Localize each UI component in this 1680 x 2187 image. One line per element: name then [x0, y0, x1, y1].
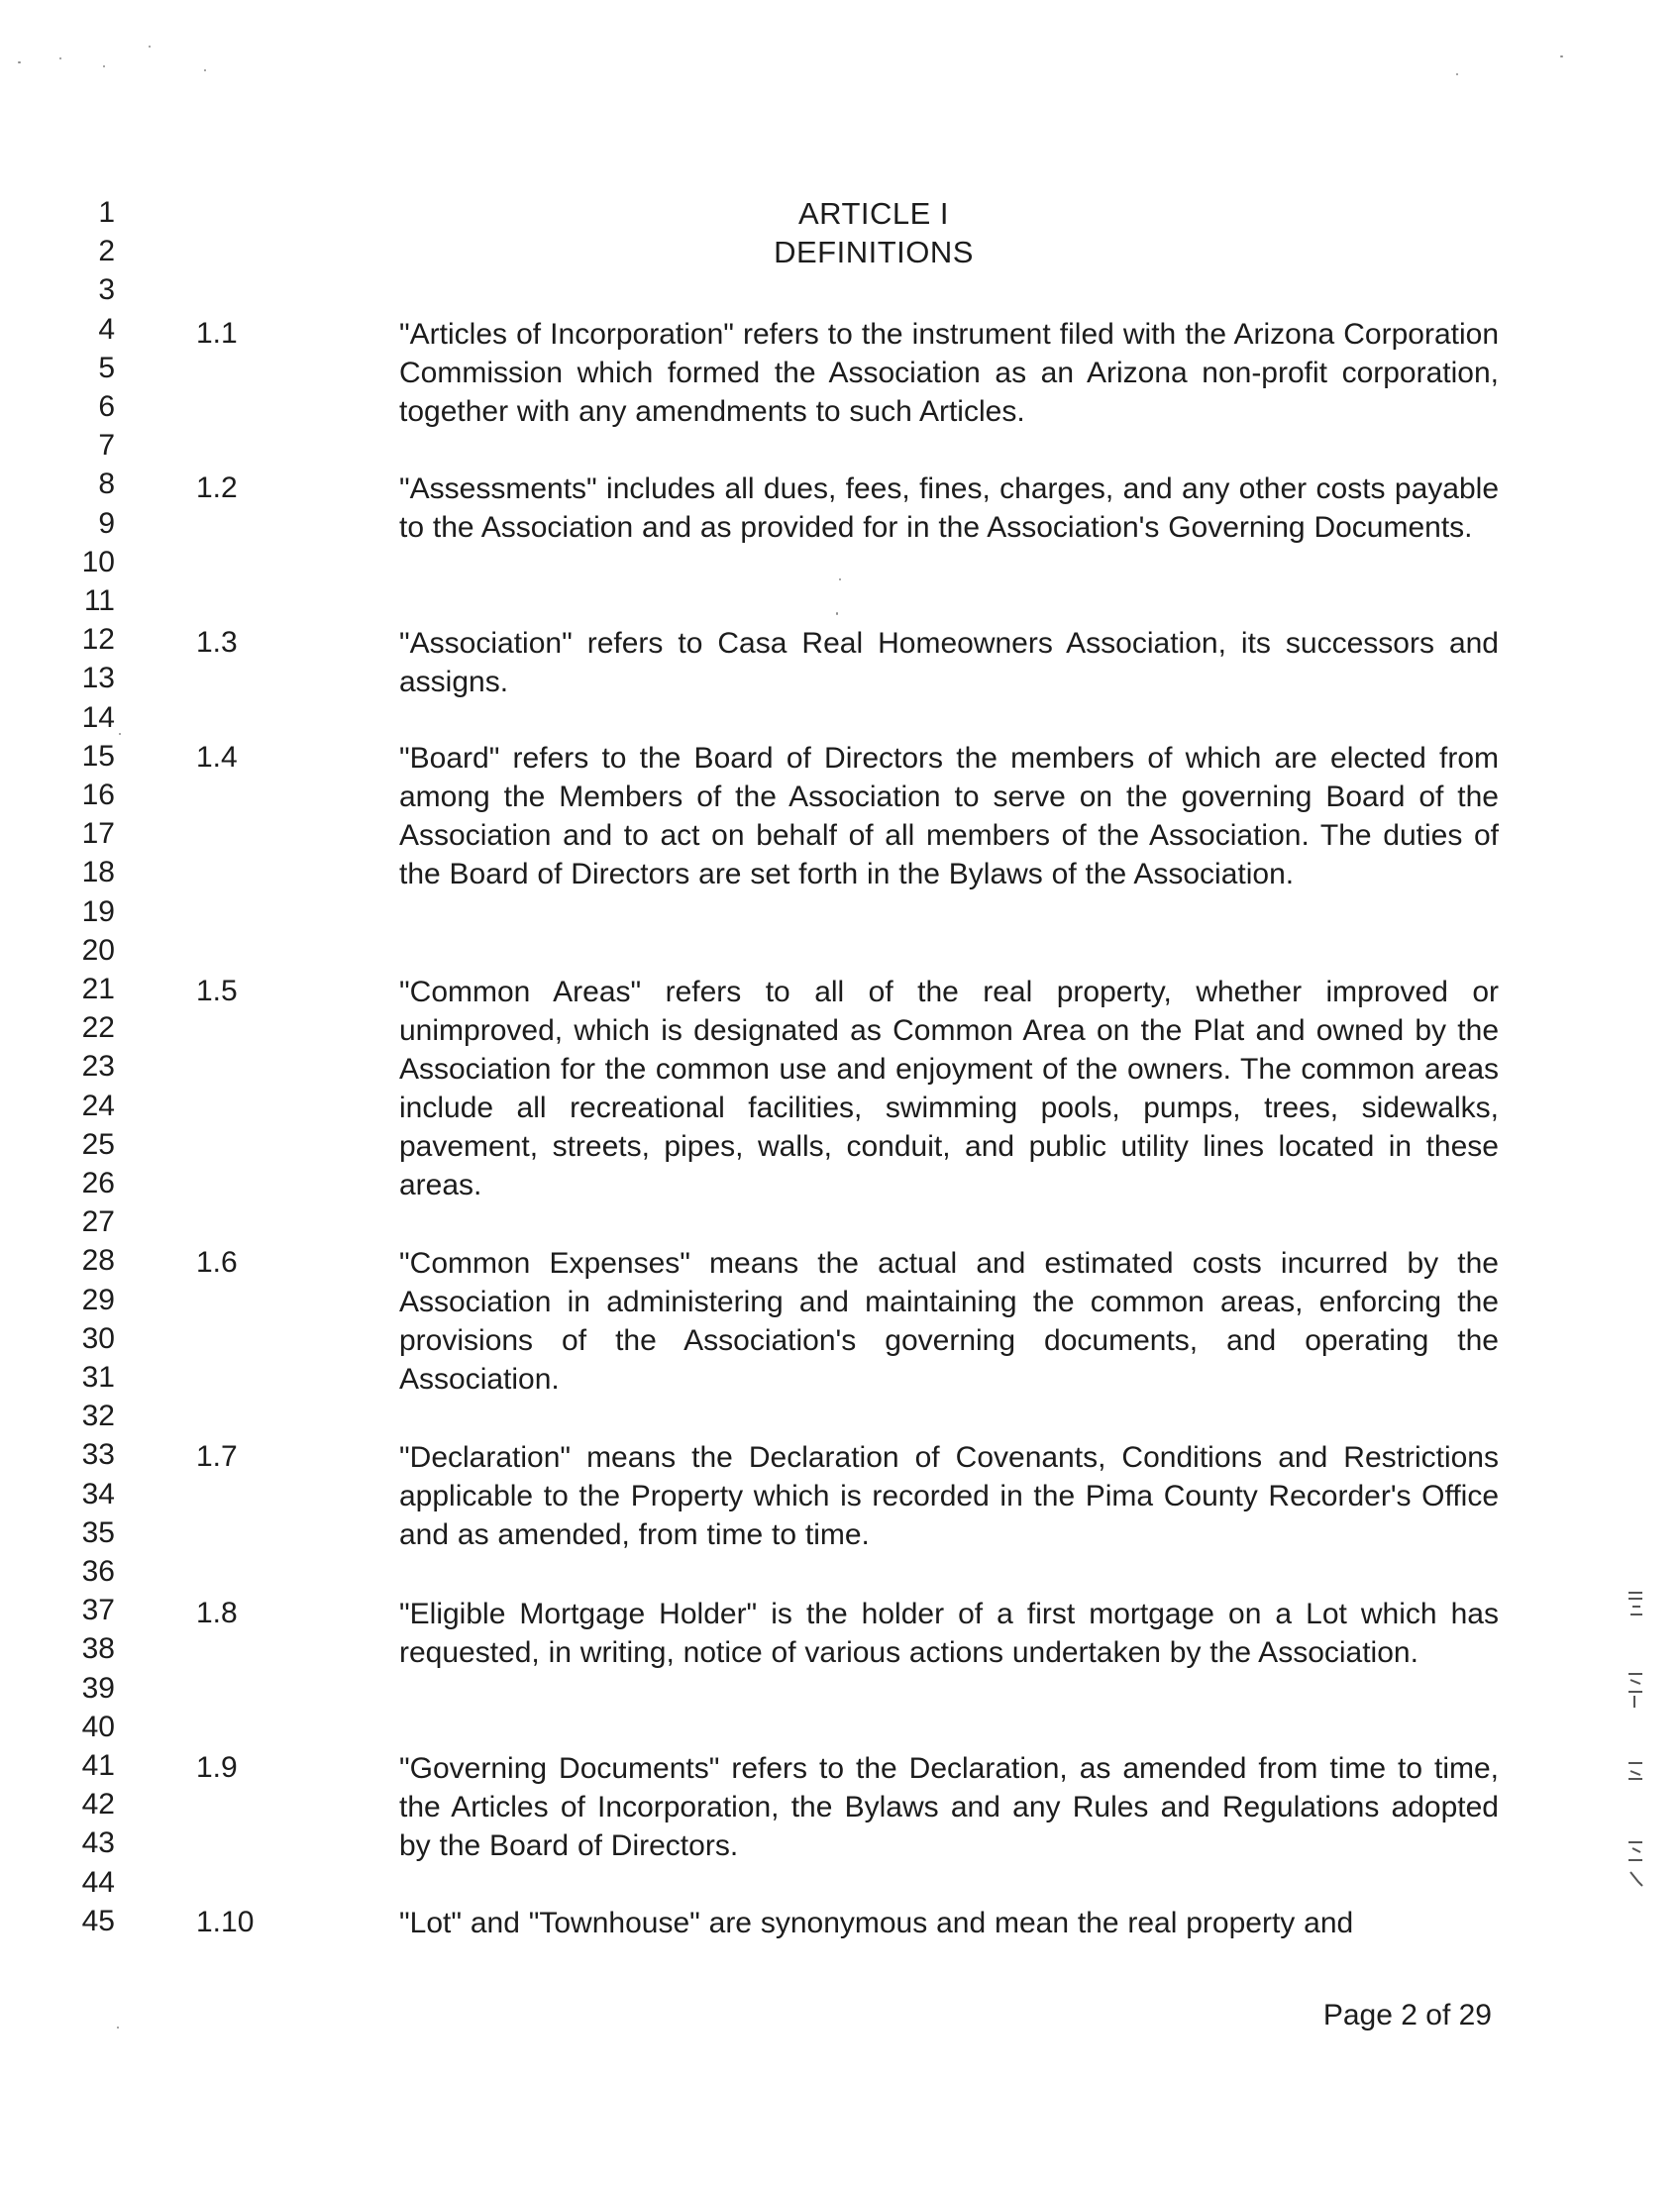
section-number: 1.8: [196, 1597, 238, 1629]
section-number: 1.4: [196, 741, 238, 774]
line-number: 19: [81, 894, 115, 928]
line-number: 39: [81, 1671, 115, 1705]
scan-speck: [1560, 55, 1563, 57]
line-number: 43: [81, 1826, 115, 1860]
line-number: 28: [81, 1244, 115, 1278]
line-number: 27: [81, 1205, 115, 1239]
line-number: 15: [81, 739, 115, 773]
definition-text: "Assessments" includes all dues, fees, fines, charges, and any other costs payable to the Association and as provided for in the Association's Governing Documents.: [399, 472, 1499, 544]
scan-speck: [18, 61, 21, 63]
line-number: 41: [81, 1749, 115, 1782]
section-number: 1.5: [196, 975, 238, 1007]
definition-text: "Common Areas" refers to all of the real property, whether improved or unimproved, which is designated as Common Area on the Plat and owned by the Association for the common use and enjoyment of the owners. The common areas include all recreational facilities, swimming pools, pumps, trees, sidewalks, pavement, streets, pipes, walls, conduit, and public utility lines located in these areas.: [399, 976, 1499, 1201]
line-number: 10: [81, 545, 115, 578]
line-number: 13: [81, 662, 115, 695]
line-number: 29: [81, 1283, 115, 1316]
line-number: 24: [81, 1089, 115, 1122]
definition-text: "Board" refers to the Board of Directors the members of which are elected from among the Members of the Association to serve on the governing Board of the Association and to act on behalf of all members of the Association. The duties of the Board of Directors are set forth in the Bylaws of the Association.: [399, 742, 1499, 890]
line-number: 33: [81, 1438, 115, 1472]
line-number: 31: [81, 1361, 115, 1394]
article-subtitle: DEFINITIONS: [774, 235, 974, 269]
article-title: ARTICLE I: [797, 196, 950, 231]
scan-speck: [149, 46, 151, 48]
line-number: 12: [81, 623, 115, 657]
section-number: 1.9: [196, 1751, 238, 1784]
line-number: 8: [98, 468, 115, 501]
scan-speck: [839, 578, 841, 580]
section-number: 1.10: [196, 1906, 255, 1938]
line-number: 14: [81, 700, 115, 734]
scan-speck: [1456, 73, 1458, 75]
scan-speck: [119, 733, 121, 735]
line-number: 32: [81, 1400, 115, 1433]
line-number: 4: [98, 312, 115, 346]
section-number: 1.3: [196, 626, 238, 659]
line-number: 23: [81, 1050, 115, 1084]
section-number: 1.2: [196, 471, 238, 504]
line-number: 1: [98, 196, 115, 229]
line-number: 38: [81, 1632, 115, 1666]
line-number: 17: [81, 817, 115, 851]
line-number: 20: [81, 933, 115, 967]
scan-speck: [117, 2027, 119, 2029]
line-number: 45: [81, 1904, 115, 1937]
line-number: 11: [83, 584, 115, 617]
line-number: 26: [81, 1167, 115, 1199]
line-number: 44: [81, 1865, 115, 1899]
definition-text: "Association" refers to Casa Real Homeowners Association, its successors and assigns.: [399, 627, 1499, 698]
line-number: 30: [81, 1321, 115, 1355]
line-number: 21: [81, 973, 115, 1005]
line-number: 25: [81, 1127, 115, 1161]
definition-text: "Governing Documents" refers to the Declaration, as amended from time to time, the Articles of Incorporation, the Bylaws and any Rules and Regulations adopted by the Board of Directors.: [399, 1752, 1499, 1862]
scan-speck: [59, 57, 61, 59]
line-number: 6: [98, 390, 115, 423]
page-number: Page 2 of 29: [1322, 1999, 1492, 2031]
line-number: 34: [81, 1477, 115, 1510]
section-number: 1.6: [196, 1246, 238, 1279]
line-number: 42: [81, 1788, 115, 1822]
line-number: 3: [98, 273, 115, 307]
line-number: 36: [81, 1555, 115, 1588]
scan-speck: [103, 65, 105, 67]
definition-text: "Articles of Incorporation" refers to the instrument filed with the Arizona Corporation Commission which formed the Association as an Arizona non-profit corporation, together with any amendments to such Articles.: [399, 318, 1499, 428]
definition-text: "Common Expenses" means the actual and estimated costs incurred by the Association in administering and maintaining the common areas, enforcing the provisions of the Association's governing documents, and operating the Association.: [399, 1247, 1499, 1396]
definition-text: "Lot" and "Townhouse" are synonymous and mean the real property and: [399, 1907, 1354, 1939]
scan-speck: [836, 612, 838, 615]
section-number: 1.7: [196, 1440, 238, 1473]
line-number: 35: [81, 1515, 115, 1549]
definition-text: "Eligible Mortgage Holder" is the holder of a first mortgage on a Lot which has requested, in writing, notice of various actions undertaken by the Association.: [399, 1598, 1499, 1669]
section-number: 1.1: [196, 317, 238, 350]
line-number: 16: [81, 779, 115, 811]
line-number: 7: [98, 429, 115, 463]
line-number: 37: [81, 1594, 115, 1627]
line-number: 18: [81, 856, 115, 889]
scan-speck: [204, 69, 206, 71]
line-number: 9: [98, 506, 115, 540]
margin-recording-stamp: [1621, 1585, 1650, 1922]
line-number: 2: [98, 235, 115, 268]
line-number: 40: [81, 1710, 115, 1743]
definition-text: "Declaration" means the Declaration of Covenants, Conditions and Restrictions applicable to the Property which is recorded in the Pima County Recorder's Office and as amended, from time to time.: [399, 1441, 1499, 1551]
line-number: 5: [98, 351, 115, 384]
line-number: 22: [81, 1011, 115, 1045]
